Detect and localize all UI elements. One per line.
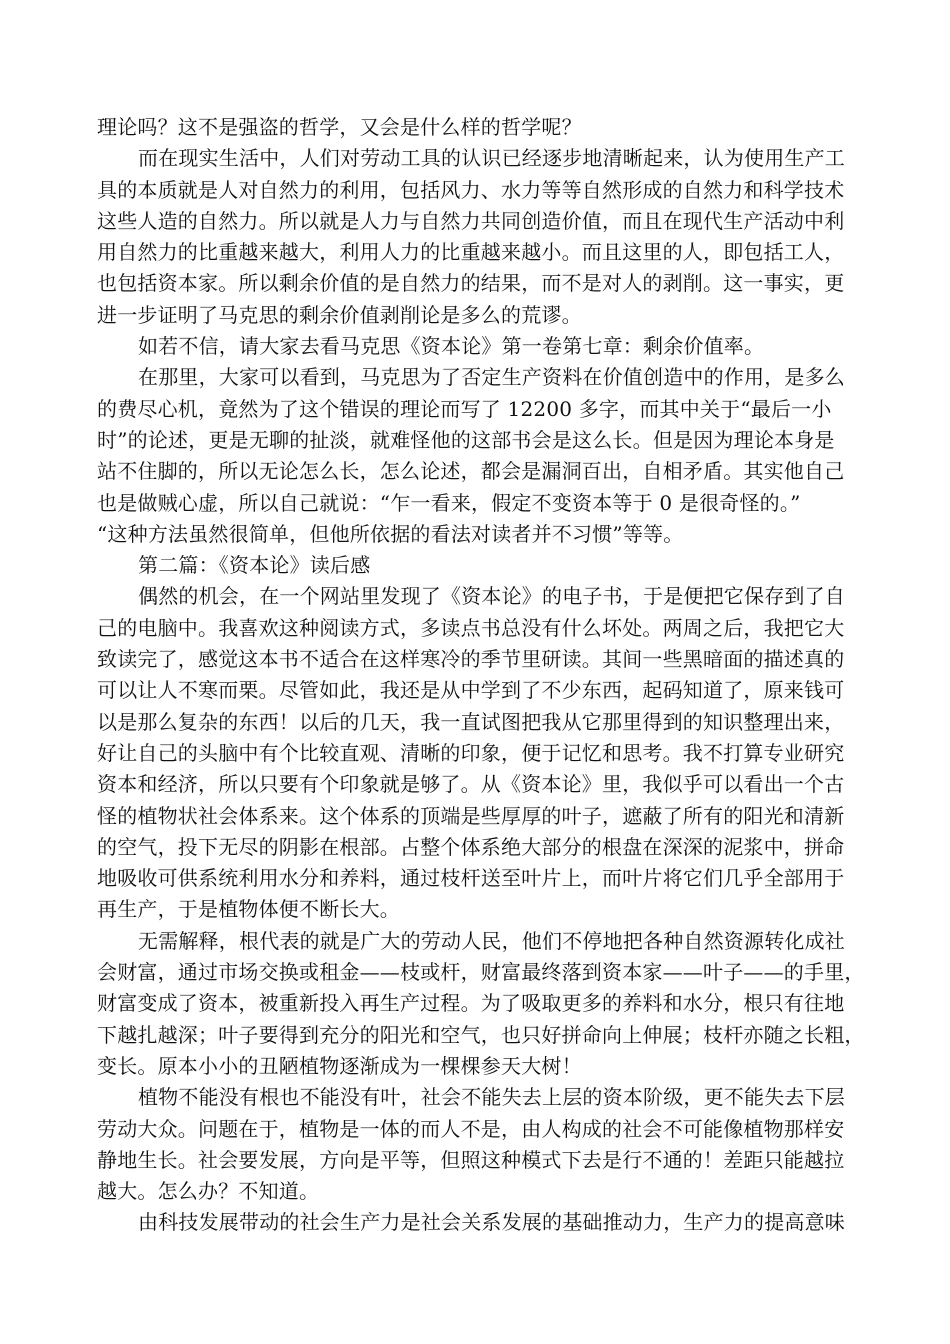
text-line: 第二篇：《资本论》读后感 xyxy=(138,553,371,578)
document-page xyxy=(97,112,865,1239)
text-line: 进一步证明了马克思的剩余价值剥削论是多么的荒谬。 xyxy=(97,302,582,327)
text-line: 地吸收可供系统利用水分和养料，通过枝杆送至叶片上，而叶片将它们几乎全部用于 xyxy=(97,866,845,891)
text-line: 理论吗？这不是强盗的哲学，又会是什么样的哲学呢？ xyxy=(97,115,582,139)
text-line: 的空气，投下无尽的阴影在根部。占整个体系绝大部分的根盘在深深的泥浆中，拼命 xyxy=(97,834,845,859)
text-line: 可以让人不寒而栗。尽管如此，我还是从中学到了不少东西，起码知道了，原来钱可 xyxy=(97,678,845,703)
text-line: 而在现实生活中，人们对劳动工具的认识已经逐步地清晰起来，认为使用生产工 xyxy=(138,146,845,171)
text-line: 怪的植物状社会体系来。这个体系的顶端是些厚厚的叶子，遮蔽了所有的阳光和清新 xyxy=(97,803,845,828)
text-line: 会财富，通过市场交换或租金——枝或杆，财富最终落到资本家——叶子——的手里， xyxy=(97,960,865,985)
text-line: 也包括资本家。所以剩余价值的是自然力的结果，而不是对人的剥削。这一事实，更 xyxy=(97,271,845,296)
text-line: 具的本质就是人对自然力的利用，包括风力、水力等等自然形成的自然力和科学技术 xyxy=(97,177,845,202)
text-line: 的费尽心机，竟然为了这个错误的理论而写了 12200 多字，而其中关于“最后一小 xyxy=(97,396,832,421)
text-line: 致读完了，感觉这本书不适合在这样寒冷的季节里研读。其间一些黑暗面的描述真的 xyxy=(97,647,845,672)
text-line: 好让自己的头脑中有个比较直观、清晰的印象，便于记忆和思考。我不打算专业研究 xyxy=(97,740,845,765)
text-line: 偶然的机会，在一个网站里发现了《资本论》的电子书，于是便把它保存到了自 xyxy=(138,584,845,609)
text-line: 这些人造的自然力。所以就是人力与自然力共同创造价值，而且在现代生产活动中利 xyxy=(97,208,845,233)
text-line: 时”的论述，更是无聊的扯淡，就难怪他的这部书会是这么长。但是因为理论本身是 xyxy=(97,427,835,452)
text-line: 无需解释，根代表的就是广大的劳动人民，他们不停地把各种自然资源转化成社 xyxy=(138,928,845,953)
text-line: 再生产，于是植物体便不断长大。 xyxy=(97,897,400,922)
text-line: 越大。怎么办？不知道。 xyxy=(97,1179,320,1204)
text-line: 己的电脑中。我喜欢这种阅读方式，多读点书总没有什么坏处。两周之后，我把它大 xyxy=(97,615,845,640)
text-line: 财富变成了资本，被重新投入再生产过程。为了吸取更多的养料和水分，根只有往地 xyxy=(97,991,845,1016)
text-line: 资本和经济，所以只要有个印象就是够了。从《资本论》里，我似乎可以看出一个古 xyxy=(97,772,845,797)
text-line: 下越扎越深；叶子要得到充分的阳光和空气，也只好拼命向上伸展；枝杆亦随之长粗， xyxy=(97,1022,865,1047)
text-line: 站不住脚的，所以无论怎么长，怎么论述，都会是漏洞百出，自相矛盾。其实他自己 xyxy=(97,459,845,484)
text-line: 植物不能没有根也不能没有叶，社会不能失去上层的资本阶级，更不能失去下层 xyxy=(138,1085,845,1110)
text-line: 也是做贼心虚，所以自己就说：“乍一看来，假定不变资本等于 0 是很奇怪的。” xyxy=(97,490,801,515)
text-line: 用自然力的比重越来越大，利用人力的比重越来越小。而且这里的人，即包括工人， xyxy=(97,240,845,265)
text-line: 由科技发展带动的社会生产力是社会关系发展的基础推动力，生产力的提高意味 xyxy=(138,1210,845,1235)
text-line: 静地生长。社会要发展，方向是平等，但照这种模式下去是行不通的！差距只能越拉 xyxy=(97,1147,845,1172)
text-line: 变长。原本小小的丑陋植物逐渐成为一棵棵参天大树！ xyxy=(97,1053,582,1078)
text-line: “这种方法虽然很简单，但他所依据的看法对读者并不习惯”等等。 xyxy=(97,521,684,546)
text-line: 如若不信，请大家去看马克思《资本论》第一卷第七章：剩余价值率。 xyxy=(138,334,765,359)
text-line: 在那里，大家可以看到，马克思为了否定生产资料在价值创造中的作用，是多么 xyxy=(138,365,845,390)
text-line: 以是那么复杂的东西！以后的几天，我一直试图把我从它那里得到的知识整理出来， xyxy=(97,709,845,734)
text-line: 劳动大众。问题在于，植物是一体的而人不是，由人构成的社会不可能像植物那样安 xyxy=(97,1116,845,1141)
